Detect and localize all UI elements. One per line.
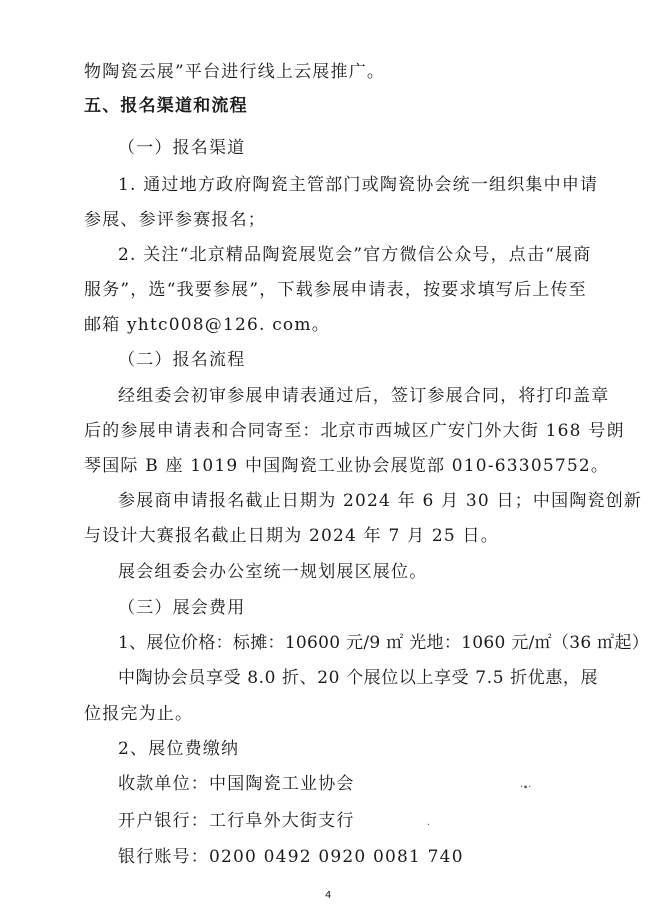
paragraph-line-6: 2. 关注“北京精品陶瓷展览会”官方微信公众号，点击“展商 [118, 245, 592, 265]
paragraph-line-10: 经组委会初审参展申请表通过后，签订参展合同，将打印盖章 [118, 386, 610, 406]
subheading-fees: （三）展会费用 [118, 598, 246, 618]
paragraph-line-1: 物陶瓷云展”平台进行线上云展推广。 [84, 62, 386, 82]
paragraph-line-17-price: 1、展位价格：标摊：10600 元/9 ㎡ 光地：1060 元/㎡（36 ㎡起） [118, 633, 650, 653]
paragraph-line-13: 参展商申请报名截止日期为 2024 年 6 月 30 日；中国陶瓷创新 [118, 491, 643, 511]
subheading-channels: （一）报名渠道 [118, 138, 246, 158]
paragraph-line-18: 中陶协会员享受 8.0 折、20 个展位以上享受 7.5 折优惠，展 [118, 668, 599, 688]
paragraph-line-19: 位报完为止。 [84, 704, 194, 724]
subheading-payment: 2、展位费缴纳 [118, 739, 240, 759]
account-number-line: 银行账号：0200 0492 0920 0081 740 [118, 847, 464, 867]
paragraph-line-14: 与设计大赛报名截止日期为 2024 年 7 月 25 日。 [84, 526, 499, 546]
paragraph-line-7: 服务”，选“我要参展”，下载参展申请表，按要求填写后上传至 [84, 280, 587, 300]
scan-speck: · [427, 820, 431, 831]
paragraph-line-15: 展会组委会办公室统一规划展区展位。 [118, 562, 428, 582]
subheading-process: （二）报名流程 [118, 350, 246, 370]
bank-line: 开户银行：工行阜外大街支行 [118, 811, 355, 831]
paragraph-line-8-email: 邮箱 yhtc008@126. com。 [84, 315, 330, 335]
paragraph-line-4: 1. 通过地方政府陶瓷主管部门或陶瓷协会统一组织集中申请 [118, 175, 599, 195]
scan-speck: ·∙· [520, 782, 532, 793]
paragraph-line-5: 参展、参评参赛报名； [84, 210, 266, 230]
paragraph-line-12: 琴国际 B 座 1019 中国陶瓷工业协会展览部 010-63305752。 [84, 456, 610, 476]
page-number: 4 [325, 890, 332, 901]
section-heading-registration: 五、报名渠道和流程 [84, 96, 248, 116]
payee-line: 收款单位：中国陶瓷工业协会 [118, 774, 355, 794]
paragraph-line-11: 后的参展申请表和合同寄至：北京市西城区广安门外大街 168 号朗 [84, 421, 625, 441]
